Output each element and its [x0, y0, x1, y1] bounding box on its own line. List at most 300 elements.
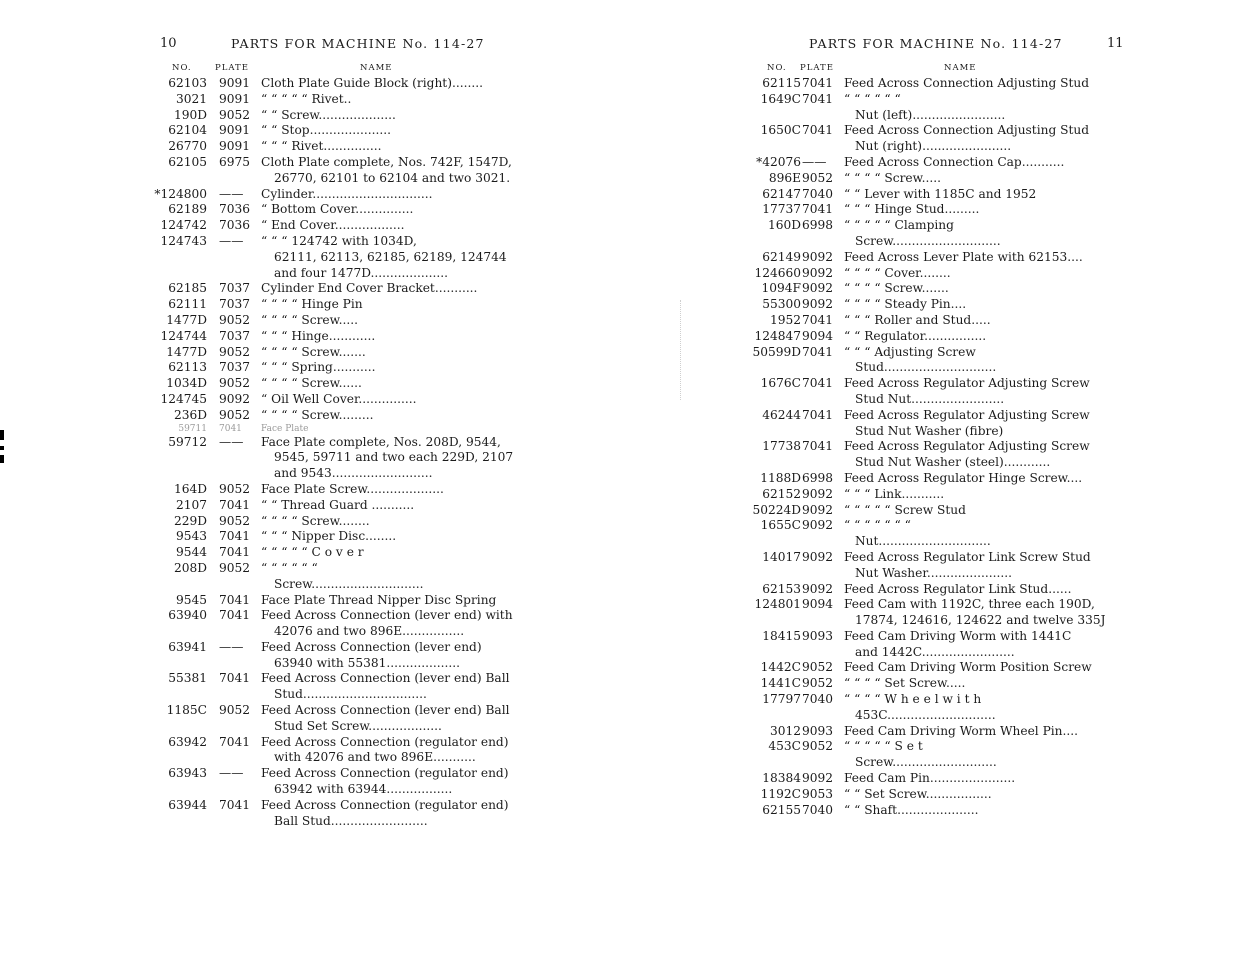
list-item: [619, 771, 1238, 787]
list-item: [0, 735, 619, 751]
list-item: [0, 766, 619, 782]
plate-number: 9052: [219, 481, 251, 496]
part-name: “ “ “ “ “ “: [844, 91, 901, 106]
page-number: 10: [160, 36, 177, 51]
list-item: [0, 640, 619, 656]
plate-number: 9052: [802, 676, 834, 691]
part-name: “ “ Screw....................: [261, 107, 396, 122]
part-name: 63940 with 55381...................: [274, 655, 460, 670]
list-item-continuation: [619, 392, 1238, 408]
list-item: [0, 123, 619, 139]
list-item: [0, 218, 619, 234]
plate-number: 7036: [219, 218, 251, 233]
column-header-no: NO.: [767, 63, 787, 73]
part-name: “ “ Shaft.....................: [844, 802, 979, 817]
column-header-no: NO.: [172, 63, 192, 73]
part-name: “ “ “ Adjusting Screw: [844, 344, 976, 359]
plate-number: 7041: [219, 592, 251, 607]
plate-number: 7041: [219, 671, 251, 686]
list-item: [0, 234, 619, 250]
plate-number: 9092: [802, 265, 834, 280]
part-number: 124847: [754, 328, 801, 343]
parts-list: [619, 76, 1238, 818]
column-header-name: NAME: [944, 63, 977, 73]
list-item: [0, 514, 619, 530]
plate-number: 7037: [219, 297, 251, 312]
part-number: 1185C: [166, 703, 207, 718]
part-name: 63942 with 63944.................: [274, 782, 453, 797]
plate-number: 9092: [802, 502, 834, 517]
page-title: PARTS FOR MACHINE No. 114-27: [809, 36, 1063, 51]
part-name: Stud Nut Washer (fibre): [855, 423, 1004, 438]
list-item: [0, 498, 619, 514]
part-number: 124745: [160, 391, 207, 406]
part-name: Nut (left)........................: [855, 107, 1006, 122]
plate-number: ——: [219, 233, 244, 248]
part-name: 17874, 124616, 124622 and twelve 335J: [855, 613, 1106, 628]
part-name: Feed Across Connection Adjusting Stud: [844, 123, 1090, 138]
list-item: [619, 171, 1238, 187]
part-name: Face Plate Thread Nipper Disc Spring: [261, 592, 497, 607]
part-name: Cylinder End Cover Bracket...........: [261, 281, 478, 296]
part-number: 208D: [173, 560, 207, 575]
list-item: [619, 281, 1238, 297]
part-name: “ “ “ “ “ C o v e r: [261, 545, 364, 560]
part-number: 63944: [168, 797, 207, 812]
plate-number: 9092: [802, 771, 834, 786]
plate-number: ——: [219, 639, 244, 654]
part-number: 50224D: [752, 502, 801, 517]
part-name: “ “ “ Spring...........: [261, 360, 376, 375]
list-item: [0, 529, 619, 545]
plate-number: 9052: [219, 376, 251, 391]
part-number: 18384: [762, 771, 801, 786]
list-item: [0, 561, 619, 577]
plate-number: 9092: [802, 297, 834, 312]
part-number: 62113: [168, 360, 207, 375]
part-name: Cloth Plate complete, Nos. 742F, 1547D,: [261, 154, 512, 169]
part-name: Feed Across Connection (lever end) with: [261, 608, 513, 623]
part-number: 124744: [160, 328, 207, 343]
part-name: Stud Set Screw...................: [274, 718, 442, 733]
right-page: [619, 0, 1238, 954]
list-item-continuation: [619, 455, 1238, 471]
part-number: 55300: [762, 297, 801, 312]
part-name: Stud Nut........................: [855, 391, 1005, 406]
plate-number: 9052: [802, 739, 834, 754]
part-number: 62189: [168, 202, 207, 217]
part-name: Feed Across Connection (lever end) Ball: [261, 703, 510, 718]
part-number: 453C: [768, 739, 801, 754]
list-item: [619, 376, 1238, 392]
plate-number: 7041: [802, 91, 834, 106]
plate-number: 7041: [219, 497, 251, 512]
plate-number: 9052: [219, 407, 251, 422]
part-number: 62115: [762, 76, 801, 90]
list-item-continuation: [619, 534, 1238, 550]
column-header-plate: PLATE: [800, 63, 834, 73]
list-item: [619, 218, 1238, 234]
part-number: 1676C: [760, 376, 801, 391]
list-item: [0, 545, 619, 561]
part-name: “ “ “ 124742 with 1034D,: [261, 233, 417, 248]
part-number: 62105: [168, 154, 207, 169]
list-item-continuation: [0, 750, 619, 766]
part-name: Screw............................: [855, 233, 1001, 248]
parts-list: [0, 76, 619, 829]
list-item: [0, 482, 619, 498]
part-name: “ “ “ “ “ S e t: [844, 739, 923, 754]
part-name: Feed Across Regulator Adjusting Screw: [844, 407, 1090, 422]
list-item: [619, 787, 1238, 803]
plate-number: 9092: [802, 549, 834, 564]
part-name: Feed Across Connection (lever end) Ball: [261, 671, 510, 686]
plate-number: 9091: [219, 76, 251, 90]
column-header-name: NAME: [360, 63, 393, 73]
part-name: with 42076 and two 896E...........: [274, 750, 476, 765]
part-name: “ “ “ “ Screw.....: [844, 170, 941, 185]
part-name: Stud................................: [274, 687, 427, 702]
plate-number: 9052: [219, 344, 251, 359]
part-number: 1477D: [166, 312, 207, 327]
part-number: *124800: [154, 186, 207, 201]
list-item: [619, 408, 1238, 424]
part-number: 26770: [168, 139, 207, 154]
plate-number: 7041: [802, 407, 834, 422]
plate-number: 9092: [802, 518, 834, 533]
part-name: Feed Across Lever Plate with 62153....: [844, 249, 1083, 264]
list-item-continuation: [619, 645, 1238, 661]
part-name: Feed Across Regulator Adjusting Screw: [844, 439, 1090, 454]
part-number: 62111: [168, 297, 207, 312]
part-name: 42076 and two 896E................: [274, 624, 465, 639]
part-number: 62147: [762, 186, 801, 201]
part-name: Ball Stud.........................: [274, 813, 428, 828]
part-number: 2107: [175, 497, 207, 512]
plate-number: 7041: [219, 423, 242, 434]
list-item: [0, 593, 619, 609]
plate-number: 7041: [219, 797, 251, 812]
part-number: 1649C: [760, 91, 801, 106]
part-number: 896E: [768, 170, 801, 185]
plate-number: 7037: [219, 328, 251, 343]
list-item-continuation: [619, 755, 1238, 771]
part-number: 1952: [769, 312, 801, 327]
part-name: Face Plate complete, Nos. 208D, 9544,: [261, 434, 501, 449]
column-header-plate: PLATE: [215, 63, 249, 73]
list-item: [0, 345, 619, 361]
list-item: [619, 266, 1238, 282]
part-name: “ “ “ “ Screw......: [261, 376, 362, 391]
part-number: 18415: [762, 628, 801, 643]
part-number: 59712: [168, 434, 207, 449]
list-item: [619, 187, 1238, 203]
part-name: “ “ “ Roller and Stud.....: [844, 312, 991, 327]
plate-number: 9091: [219, 139, 251, 154]
list-item: [619, 629, 1238, 645]
plate-number: 7041: [802, 312, 834, 327]
part-number: *42076: [756, 154, 801, 169]
list-item: [0, 281, 619, 297]
part-name: Feed Across Regulator Link Stud......: [844, 581, 1072, 596]
list-item: [0, 155, 619, 171]
list-item-continuation: [619, 424, 1238, 440]
part-name: “ End Cover..................: [261, 218, 405, 233]
plate-number: 9052: [802, 660, 834, 675]
part-name: Cylinder...............................: [261, 186, 433, 201]
part-name: Nut (right).......................: [855, 139, 1012, 154]
plate-number: ——: [802, 154, 827, 169]
page-title: PARTS FOR MACHINE No. 114-27: [231, 36, 485, 51]
part-name: Face Plate: [261, 423, 309, 434]
part-name: “ “ “ “ W h e e l w i t h: [844, 692, 982, 707]
list-item-continuation: [619, 360, 1238, 376]
plate-number: 7041: [219, 545, 251, 560]
part-number: 124801: [754, 597, 801, 612]
list-item-continuation: [619, 708, 1238, 724]
list-item: [619, 582, 1238, 598]
list-item: [619, 676, 1238, 692]
part-number: 62103: [168, 76, 207, 90]
plate-number: ——: [219, 186, 244, 201]
list-item: [0, 313, 619, 329]
part-name: and 9543..........................: [274, 466, 433, 481]
part-name: “ “ “ “ “ Screw Stud: [844, 502, 966, 517]
part-number: 164D: [173, 481, 207, 496]
part-name: “ “ Stop.....................: [261, 123, 391, 138]
part-number: 9545: [175, 592, 207, 607]
part-name: “ “ “ “ Screw.......: [261, 344, 366, 359]
list-item: [619, 123, 1238, 139]
plate-number: 7040: [802, 186, 834, 201]
list-item: [0, 297, 619, 313]
part-number: 236D: [173, 407, 207, 422]
part-name: Feed Across Connection (lever end): [261, 639, 482, 654]
part-number: 124660: [754, 265, 801, 280]
part-number: 46244: [762, 407, 801, 422]
list-item: [619, 250, 1238, 266]
plate-number: 7041: [802, 439, 834, 454]
list-item-continuation: [0, 266, 619, 282]
part-name: “ “ “ Hinge............: [261, 328, 376, 343]
list-item: [619, 803, 1238, 819]
list-item: [0, 376, 619, 392]
part-number: 1650C: [760, 123, 801, 138]
plate-number: 9092: [802, 281, 834, 296]
list-item-continuation: [0, 171, 619, 187]
part-number: 1188D: [760, 470, 801, 485]
list-item: [0, 798, 619, 814]
list-item: [619, 155, 1238, 171]
part-number: 50599D: [752, 344, 801, 359]
part-number: 55381: [168, 671, 207, 686]
part-name: Cloth Plate Guide Block (right)........: [261, 76, 483, 90]
list-item-continuation: [0, 466, 619, 482]
part-name: “ “ “ Rivet...............: [261, 139, 382, 154]
part-name: “ “ “ Hinge Stud.........: [844, 202, 980, 217]
part-number: 1034D: [166, 376, 207, 391]
list-item: [0, 139, 619, 155]
part-name: “ “ “ “ Steady Pin....: [844, 297, 967, 312]
plate-number: 9092: [802, 486, 834, 501]
part-name: Feed Cam Pin......................: [844, 771, 1016, 786]
list-item: [619, 724, 1238, 740]
part-name: Face Plate Screw....................: [261, 481, 444, 496]
part-name: “ “ Regulator................: [844, 328, 987, 343]
part-number: 62104: [168, 123, 207, 138]
list-item: [0, 435, 619, 451]
list-item-continuation: [0, 782, 619, 798]
part-name: and 1442C........................: [855, 644, 1015, 659]
part-name: “ “ Set Screw.................: [844, 786, 992, 801]
part-name: “ “ “ Link...........: [844, 486, 945, 501]
part-name: Feed Across Connection (regulator end): [261, 766, 509, 781]
part-name: “ Bottom Cover...............: [261, 202, 414, 217]
part-number: 1442C: [760, 660, 801, 675]
part-name: Nut Washer......................: [855, 565, 1013, 580]
part-name: Feed Across Regulator Hinge Screw....: [844, 470, 1083, 485]
part-number: 3012: [769, 723, 801, 738]
plate-number: ——: [219, 766, 244, 781]
part-number: 1094F: [761, 281, 801, 296]
part-name: and four 1477D....................: [274, 265, 449, 280]
part-name: “ “ “ “ “ “ “: [844, 518, 911, 533]
part-number: 1655C: [760, 518, 801, 533]
plate-number: 7041: [802, 376, 834, 391]
part-name: 62111, 62113, 62185, 62189, 124744: [274, 249, 507, 264]
part-number: 190D: [173, 107, 207, 122]
part-name: Feed Across Regulator Adjusting Screw: [844, 376, 1090, 391]
plate-number: 9052: [802, 170, 834, 185]
list-item: [619, 345, 1238, 361]
list-item: [619, 313, 1238, 329]
part-name: Feed Cam Driving Worm Position Screw: [844, 660, 1092, 675]
plate-number: 7041: [802, 123, 834, 138]
list-item: [0, 703, 619, 719]
list-item: [0, 424, 619, 435]
list-item-continuation: [0, 250, 619, 266]
part-name: “ Oil Well Cover...............: [261, 391, 417, 406]
part-number: 17797: [762, 692, 801, 707]
list-item: [0, 202, 619, 218]
list-item-continuation: [0, 450, 619, 466]
part-name: 26770, 62101 to 62104 and two 3021.: [274, 170, 511, 185]
list-item-continuation: [619, 108, 1238, 124]
page-number: 11: [1107, 36, 1124, 51]
part-name: “ “ “ Nipper Disc........: [261, 529, 397, 544]
part-name: Screw...........................: [855, 755, 997, 770]
part-number: 62149: [762, 249, 801, 264]
plate-number: 9092: [802, 249, 834, 264]
list-item: [619, 597, 1238, 613]
list-item-continuation: [0, 577, 619, 593]
list-item: [619, 518, 1238, 534]
part-name: “ “ Thread Guard ...........: [261, 497, 415, 512]
plate-number: 9093: [802, 723, 834, 738]
part-number: 9544: [175, 545, 207, 560]
part-number: 124742: [160, 218, 207, 233]
plate-number: 9052: [219, 703, 251, 718]
list-item: [0, 360, 619, 376]
part-number: 62185: [168, 281, 207, 296]
part-name: “ “ “ “ Set Screw.....: [844, 676, 966, 691]
list-item: [619, 550, 1238, 566]
list-item-continuation: [0, 656, 619, 672]
list-item: [619, 471, 1238, 487]
plate-number: 9094: [802, 597, 834, 612]
part-number: 63942: [168, 734, 207, 749]
part-name: Feed Across Connection (regulator end): [261, 734, 509, 749]
part-name: Screw.............................: [274, 576, 424, 591]
plate-number: 9091: [219, 123, 251, 138]
part-name: 9545, 59711 and two each 229D, 2107: [274, 450, 514, 465]
part-name: “ “ “ “ “ Rivet..: [261, 91, 352, 106]
list-item-continuation: [619, 566, 1238, 582]
plate-number: 9092: [219, 391, 251, 406]
part-name: Feed Cam with 1192C, three each 190D,: [844, 597, 1095, 612]
part-number: 1192C: [760, 786, 801, 801]
part-name: “ “ Lever with 1185C and 1952: [844, 186, 1037, 201]
list-item: [0, 76, 619, 92]
part-name: “ “ “ “ Cover........: [844, 265, 951, 280]
plate-number: 9094: [802, 328, 834, 343]
part-number: 124743: [160, 233, 207, 248]
part-number: 160D: [767, 218, 801, 233]
plate-number: 6998: [802, 470, 834, 485]
plate-number: 6998: [802, 218, 834, 233]
part-name: “ “ “ “ Screw........: [261, 513, 370, 528]
list-item: [0, 187, 619, 203]
part-number: 1477D: [166, 344, 207, 359]
part-number: 9543: [175, 529, 207, 544]
part-name: Feed Across Connection (regulator end): [261, 797, 509, 812]
part-name: Feed Across Connection Adjusting Stud: [844, 76, 1090, 90]
part-name: Feed Across Regulator Link Screw Stud: [844, 549, 1091, 564]
list-item: [0, 108, 619, 124]
plate-number: 7036: [219, 202, 251, 217]
list-item-continuation: [0, 719, 619, 735]
plate-number: 9052: [219, 560, 251, 575]
part-name: “ “ “ “ Hinge Pin: [261, 297, 363, 312]
list-item-continuation: [0, 687, 619, 703]
plate-number: 7041: [219, 529, 251, 544]
part-name: “ “ “ “ Screw.....: [261, 312, 358, 327]
list-item-continuation: [619, 234, 1238, 250]
part-number: 14017: [762, 549, 801, 564]
list-item: [619, 692, 1238, 708]
list-item: [0, 608, 619, 624]
part-number: 62155: [762, 802, 801, 817]
plate-number: 7037: [219, 360, 251, 375]
list-item: [619, 297, 1238, 313]
part-name: “ “ “ “ Screw.........: [261, 407, 374, 422]
list-item: [619, 503, 1238, 519]
plate-number: 7041: [219, 734, 251, 749]
list-item: [0, 671, 619, 687]
part-name: Nut.............................: [855, 534, 991, 549]
list-item-continuation: [619, 613, 1238, 629]
plate-number: 6975: [219, 154, 251, 169]
part-name: Stud Nut Washer (steel)............: [855, 455, 1051, 470]
list-item: [619, 439, 1238, 455]
part-number: 229D: [173, 513, 207, 528]
part-number: 1441C: [760, 676, 801, 691]
list-item: [619, 739, 1238, 755]
part-number: 63940: [168, 608, 207, 623]
part-name: Feed Cam Driving Worm Wheel Pin....: [844, 723, 1079, 738]
plate-number: 9053: [802, 786, 834, 801]
part-name: 453C............................: [855, 707, 996, 722]
